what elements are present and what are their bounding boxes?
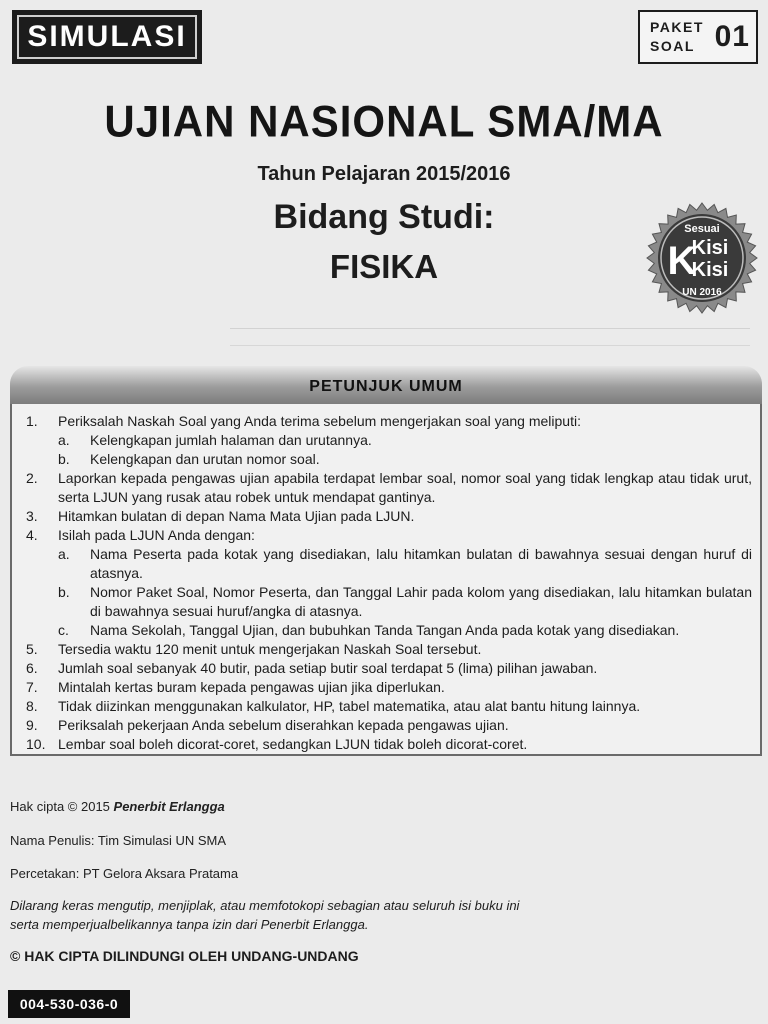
subitem-letter: a. (58, 432, 70, 448)
instruction-subitem (26, 431, 752, 450)
petunjuk-umum-header (10, 366, 762, 404)
bleed-through-decoration (230, 320, 750, 346)
instruction-number: 10. (26, 736, 46, 752)
publisher-name: Penerbit Erlangga (113, 799, 225, 814)
instruction-subitem (26, 450, 752, 469)
copyright-warning: Dilarang keras mengutip, menjiplak, atau memfotokopi sebagian atau seluruh isi buku ini serta memperjualbelikannya tanpa izin dari Penerbit Erlangga. (10, 898, 520, 932)
instruction-number: 3. (26, 508, 38, 524)
simulasi-label: SIMULASI (27, 20, 187, 53)
instruction-number: 6. (26, 660, 38, 676)
subject-label: Bidang Studi: (273, 198, 495, 236)
instruction-text: Isilah pada LJUN Anda dengan: (58, 527, 255, 543)
instruction-text: Mintalah kertas buram kepada pengawas ujian jika diperlukan. (58, 679, 445, 695)
author-line: Nama Penulis: Tim Simulasi UN SMA (10, 833, 226, 848)
instruction-subitem (26, 621, 752, 640)
instruction-item (26, 412, 752, 431)
subitem-letter: c. (58, 622, 69, 638)
book-code-badge (8, 990, 130, 1018)
petunjuk-umum-box (10, 404, 762, 756)
book-code: 004-530-036-0 (19, 996, 119, 1012)
seal-bottom-text: UN 2016 (682, 287, 722, 298)
seal-kisi-2: Kisi (691, 259, 729, 281)
instruction-item (26, 716, 752, 735)
subitem-text: Nomor Paket Soal, Nomor Peserta, dan Tanggal Lahir pada kolom yang disediakan, lalu hitamkan bulatan di bawahnya sesuai huruf/angka di atasnya. (90, 584, 752, 619)
subject-name: FISIKA (329, 248, 439, 285)
instruction-item (26, 526, 752, 545)
instruction-number: 1. (26, 413, 38, 429)
instruction-subitem (26, 583, 752, 621)
page-title: UJIAN NASIONAL SMA/MA (104, 96, 664, 147)
instruction-list (26, 412, 752, 754)
instruction-text: Tidak diizinkan menggunakan kalkulator, HP, tabel matematika, atau alat bantu hitung lainnya. (58, 698, 641, 714)
subitem-text: Nama Peserta pada kotak yang disediakan, lalu hitamkan bulatan di bawahnya sesuai dengan huruf di atasnya. (90, 546, 752, 581)
paket-label: PAKET (650, 19, 704, 35)
instruction-text: Periksalah pekerjaan Anda sebelum diserahkan kepada pengawas ujian. (58, 717, 509, 733)
instruction-number: 4. (26, 527, 38, 543)
printer-line: Percetakan: PT Gelora Aksara Pratama (10, 866, 239, 881)
copyright-prefix: Hak cipta © 2015 (10, 799, 114, 814)
instruction-item (26, 697, 752, 716)
instruction-item (26, 659, 752, 678)
subitem-letter: b. (58, 584, 70, 600)
subitem-letter: b. (58, 451, 70, 467)
copyright-line (10, 799, 225, 814)
simulasi-badge (14, 12, 200, 62)
instruction-number: 8. (26, 698, 38, 714)
instruction-item (26, 678, 752, 697)
instruction-text: Jumlah soal sebanyak 40 butir, pada setiap butir soal terdapat 5 (lima) pilihan jawaban. (58, 660, 598, 676)
instruction-text: Tersedia waktu 120 menit untuk mengerjakan Naskah Soal tersebut. (58, 641, 482, 657)
instruction-item (26, 640, 752, 659)
petunjuk-umum-title: PETUNJUK UMUM (309, 378, 463, 395)
instruction-text: Laporkan kepada pengawas ujian apabila terdapat lembar soal, nomor soal yang tidak lengkap atau tidak urut, serta LJUN yang rusak atau robek untuk mendapat gantinya. (58, 470, 752, 505)
subitem-text: Kelengkapan dan urutan nomor soal. (90, 451, 320, 467)
subitem-letter: a. (58, 546, 70, 562)
paket-number: 01 (714, 20, 750, 53)
instruction-item (26, 469, 752, 507)
paket-soal-label (650, 18, 708, 56)
instruction-item (26, 507, 752, 526)
instruction-text: Periksalah Naskah Soal yang Anda terima sebelum mengerjakan soal yang meliputi: (58, 413, 581, 429)
soal-label: SOAL (650, 38, 695, 54)
subitem-text: Nama Sekolah, Tanggal Ujian, dan bubuhkan Tanda Tangan Anda pada kotak yang disediakan. (90, 622, 680, 638)
seal-top-text: Sesuai (684, 223, 720, 235)
instruction-number: 5. (26, 641, 38, 657)
instruction-subitem (26, 545, 752, 583)
instruction-number: 7. (26, 679, 38, 695)
instruction-number: 2. (26, 470, 38, 486)
svg-text:K: K (667, 239, 697, 283)
instruction-number: 9. (26, 717, 38, 733)
kisi-kisi-seal-icon (646, 202, 758, 314)
paket-soal-box (638, 10, 758, 64)
instruction-item (26, 735, 752, 754)
academic-year: Tahun Pelajaran 2015/2016 (257, 163, 511, 185)
rights-reserved: © HAK CIPTA DILINDUNGI OLEH UNDANG-UNDANG (10, 948, 359, 964)
seal-kisi-1: Kisi (691, 237, 729, 259)
instruction-text: Hitamkan bulatan di depan Nama Mata Ujian pada LJUN. (58, 508, 415, 524)
subitem-text: Kelengkapan jumlah halaman dan urutannya. (90, 432, 372, 448)
instruction-text: Lembar soal boleh dicorat-coret, sedangkan LJUN tidak boleh dicorat-coret. (58, 736, 528, 752)
